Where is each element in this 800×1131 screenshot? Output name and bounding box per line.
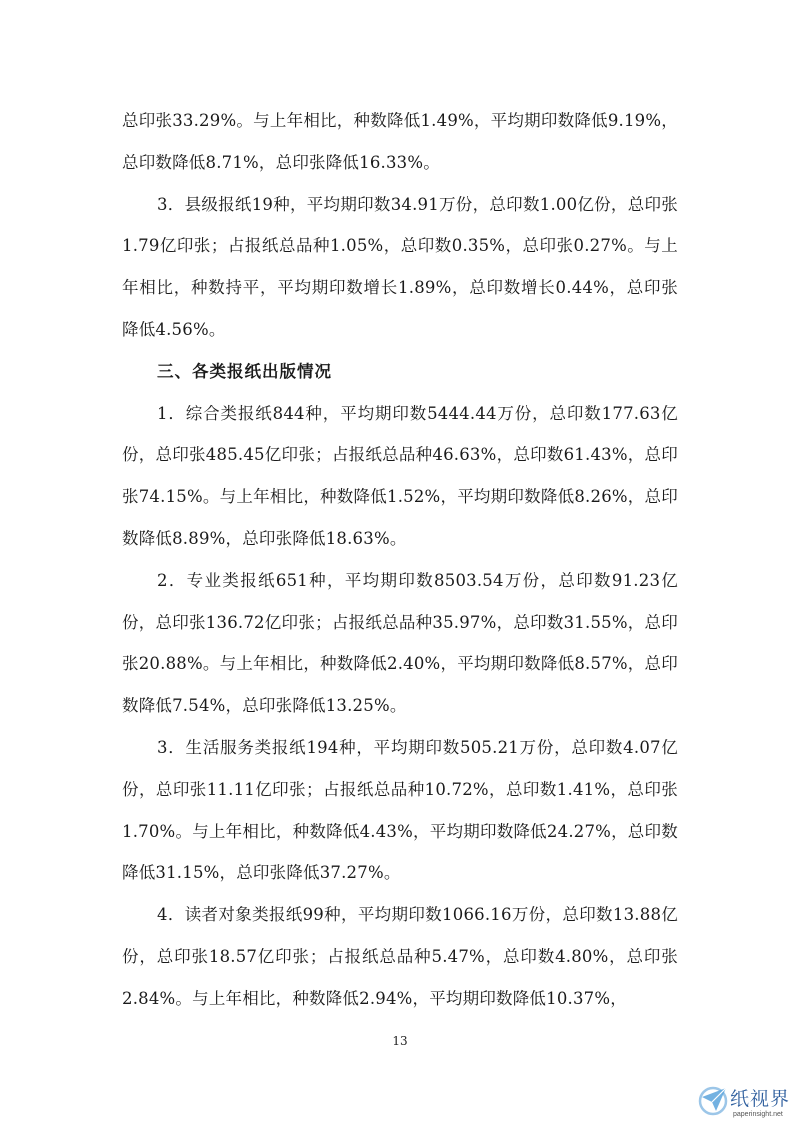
document-body — [122, 100, 678, 1020]
watermark-title: 纸视界 — [730, 1088, 791, 1110]
paragraph-lifestyle-newspapers: 3．生活服务类报纸194种，平均期印数505.21万份，总印数4.07亿份，总印张11.11亿印张；占报纸总品种10.72%，总印数1.41%，总印张1.70%。与上年相比，种数降低4.43%，平均期印数降低24.27%，总印数降低31.15%，总印张降低37.27%。 — [122, 737, 678, 883]
section-heading: 三、各类报纸出版情况 — [157, 361, 332, 381]
watermark-url: paperinsight.net — [733, 1111, 783, 1118]
paragraph-comprehensive-newspapers: 1．综合类报纸844种，平均期印数5444.44万份，总印数177.63亿份，总印张485.45亿印张；占报纸总品种46.63%，总印数61.43%，总印张74.15%。与上年相比，种数降低1.52%，平均期印数降低8.26%，总印数降低8.89%，总印张降低18.63%。 — [122, 403, 678, 548]
paragraph-continuation: 总印张33.29%。与上年相比，种数降低1.49%，平均期印数降低9.19%，总印数降低8.71%，总印张降低16.33%。 — [122, 111, 678, 172]
paragraph-county-newspapers: 3．县级报纸19种，平均期印数34.91万份，总印数1.00亿份，总印张1.79亿印张；占报纸总品种1.05%，总印数0.35%，总印张0.27%。与上年相比，种数持平，平均期印数增长1.89%，总印数增长0.44%，总印张降低4.56%。 — [122, 194, 678, 339]
paragraph-reader-target-newspapers: 4．读者对象类报纸99种，平均期印数1066.16万份，总印数13.88亿份，总印张18.57亿印张；占报纸总品种5.47%，总印数4.80%，总印张2.84%。与上年相比，种数降低2.94%，平均期印数降低10.37%， — [122, 905, 678, 1008]
paragraph-professional-newspapers: 2．专业类报纸651种，平均期印数8503.54万份，总印数91.23亿份，总印张136.72亿印张；占报纸总品种35.97%，总印数31.55%，总印张20.88%。与上年相比，种数降低2.40%，平均期印数降低8.57%，总印数降低7.54%，总印张降低13.25%。 — [122, 570, 678, 716]
paper-plane-icon — [696, 1083, 730, 1117]
page-number: 13 — [392, 1034, 408, 1048]
watermark — [696, 1081, 794, 1125]
